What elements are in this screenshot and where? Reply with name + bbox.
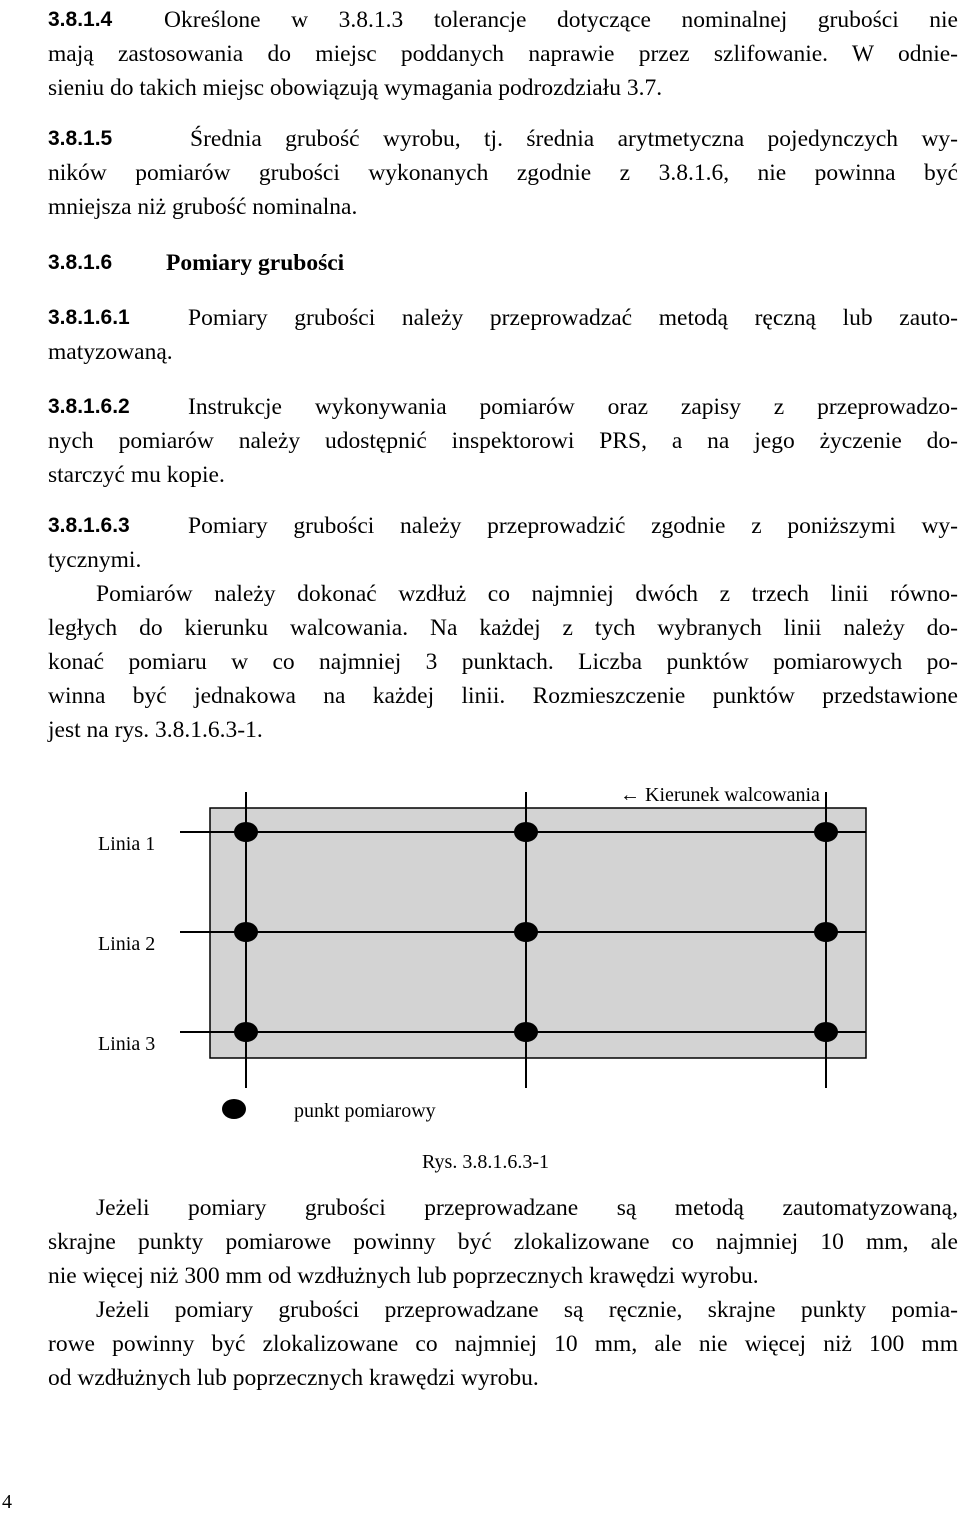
measurement-point (234, 822, 258, 842)
measurement-point (234, 1022, 258, 1042)
legend-point-symbol (222, 1099, 246, 1119)
section-3-8-1-6-3-line-2: tycznymi. (48, 547, 142, 573)
section-3-8-1-6-1-line-1: Pomiary grubości należy przeprowadzać metodą ręczną lub zauto- (188, 305, 958, 331)
section-3-8-1-6-2-line-2: nych pomiarów należy udostępnić inspektorowi PRS, a na jego życzenie do- (48, 428, 958, 454)
section-number-3-8-1-6: 3.8.1.6 (48, 251, 113, 274)
section-3-8-1-6-3-line-4: ległych do kierunku walcowania. Na każdej z tych wybranych linii należy do- (48, 615, 958, 641)
section-3-8-1-5-line-1: Średnia grubość wyrobu, tj. średnia arytmetyczna pojedynczych wy- (190, 126, 958, 152)
paragraph-manual-line-3: od wzdłużnych lub poprzecznych krawędzi wyrobu. (48, 1365, 539, 1391)
paragraph-manual-line-2: rowe powinny być zlokalizowane co najmniej 10 mm, ale nie więcej niż 100 mm (48, 1331, 958, 1357)
section-3-8-1-6-2-line-1: Instrukcje wykonywania pomiarów oraz zapisy z przeprowadzo- (188, 394, 958, 420)
measurement-point (514, 922, 538, 942)
paragraph-automated-line-3: nie więcej niż 300 mm od wzdłużnych lub poprzecznych krawędzi wyrobu. (48, 1263, 759, 1289)
measurement-point (814, 922, 838, 942)
section-3-8-1-6-title: Pomiary grubości (166, 250, 345, 276)
section-3-8-1-6-2-line-3: starczyć mu kopie. (48, 462, 225, 488)
measurement-point (234, 922, 258, 942)
measurement-point (814, 822, 838, 842)
paragraph-automated-line-1: Jeżeli pomiary grubości przeprowadzane są metodą zautomatyzowaną, (96, 1195, 958, 1221)
section-3-8-1-6-3-line-7: jest na rys. 3.8.1.6.3-1. (48, 717, 263, 743)
section-3-8-1-6-3-line-6: winna być jednakowa na każdej linii. Rozmieszczenie punktów przedstawione (48, 683, 958, 709)
section-3-8-1-6-3-line-1: Pomiary grubości należy przeprowadzić zgodnie z poniższymi wy- (188, 513, 958, 539)
page-number: 4 (2, 1491, 12, 1513)
measurement-point (814, 1022, 838, 1042)
section-3-8-1-6-3-line-5: konać pomiaru w co najmniej 3 punktach. Liczba punktów pomiarowych po- (48, 649, 958, 675)
rolling-direction-label: ← Kierunek walcowania (620, 784, 820, 806)
measurement-points-figure (0, 770, 960, 1190)
paragraph-manual-line-1: Jeżeli pomiary grubości przeprowadzane są ręcznie, skrajne punkty pomia- (96, 1297, 958, 1323)
line-2-label: Linia 2 (98, 933, 156, 955)
section-3-8-1-4-line-1: Określone w 3.8.1.3 tolerancje dotyczące nominalnej grubości nie (164, 7, 958, 33)
figure-caption: Rys. 3.8.1.6.3-1 (422, 1151, 549, 1173)
paragraph-automated-line-2: skrajne punkty pomiarowe powinny być zlokalizowane co najmniej 10 mm, ale (48, 1229, 958, 1255)
section-number-3-8-1-4: 3.8.1.4 (48, 8, 113, 31)
section-3-8-1-4-line-2: mają zastosowania do miejsc poddanych naprawie przez szlifowanie. W odnie- (48, 41, 958, 67)
section-number-3-8-1-6-2: 3.8.1.6.2 (48, 395, 130, 418)
legend-label: punkt pomiarowy (294, 1100, 436, 1122)
measurement-point (514, 822, 538, 842)
line-3-label: Linia 3 (98, 1033, 156, 1055)
line-1-label: Linia 1 (98, 833, 156, 855)
section-3-8-1-5-line-2: ników pomiarów grubości wykonanych zgodnie z 3.8.1.6, nie powinna być (48, 160, 958, 186)
section-number-3-8-1-5: 3.8.1.5 (48, 127, 113, 150)
section-3-8-1-5-line-3: mniejsza niż grubość nominalna. (48, 194, 358, 220)
section-number-3-8-1-6-1: 3.8.1.6.1 (48, 306, 130, 329)
section-3-8-1-6-1-line-2: matyzowaną. (48, 339, 173, 365)
section-number-3-8-1-6-3: 3.8.1.6.3 (48, 514, 130, 537)
section-3-8-1-6-3-line-3: Pomiarów należy dokonać wzdłuż co najmniej dwóch z trzech linii równo- (96, 581, 958, 607)
measurement-point (514, 1022, 538, 1042)
section-3-8-1-4-line-3: sieniu do takich miejsc obowiązują wymagania podrozdziału 3.7. (48, 75, 663, 101)
